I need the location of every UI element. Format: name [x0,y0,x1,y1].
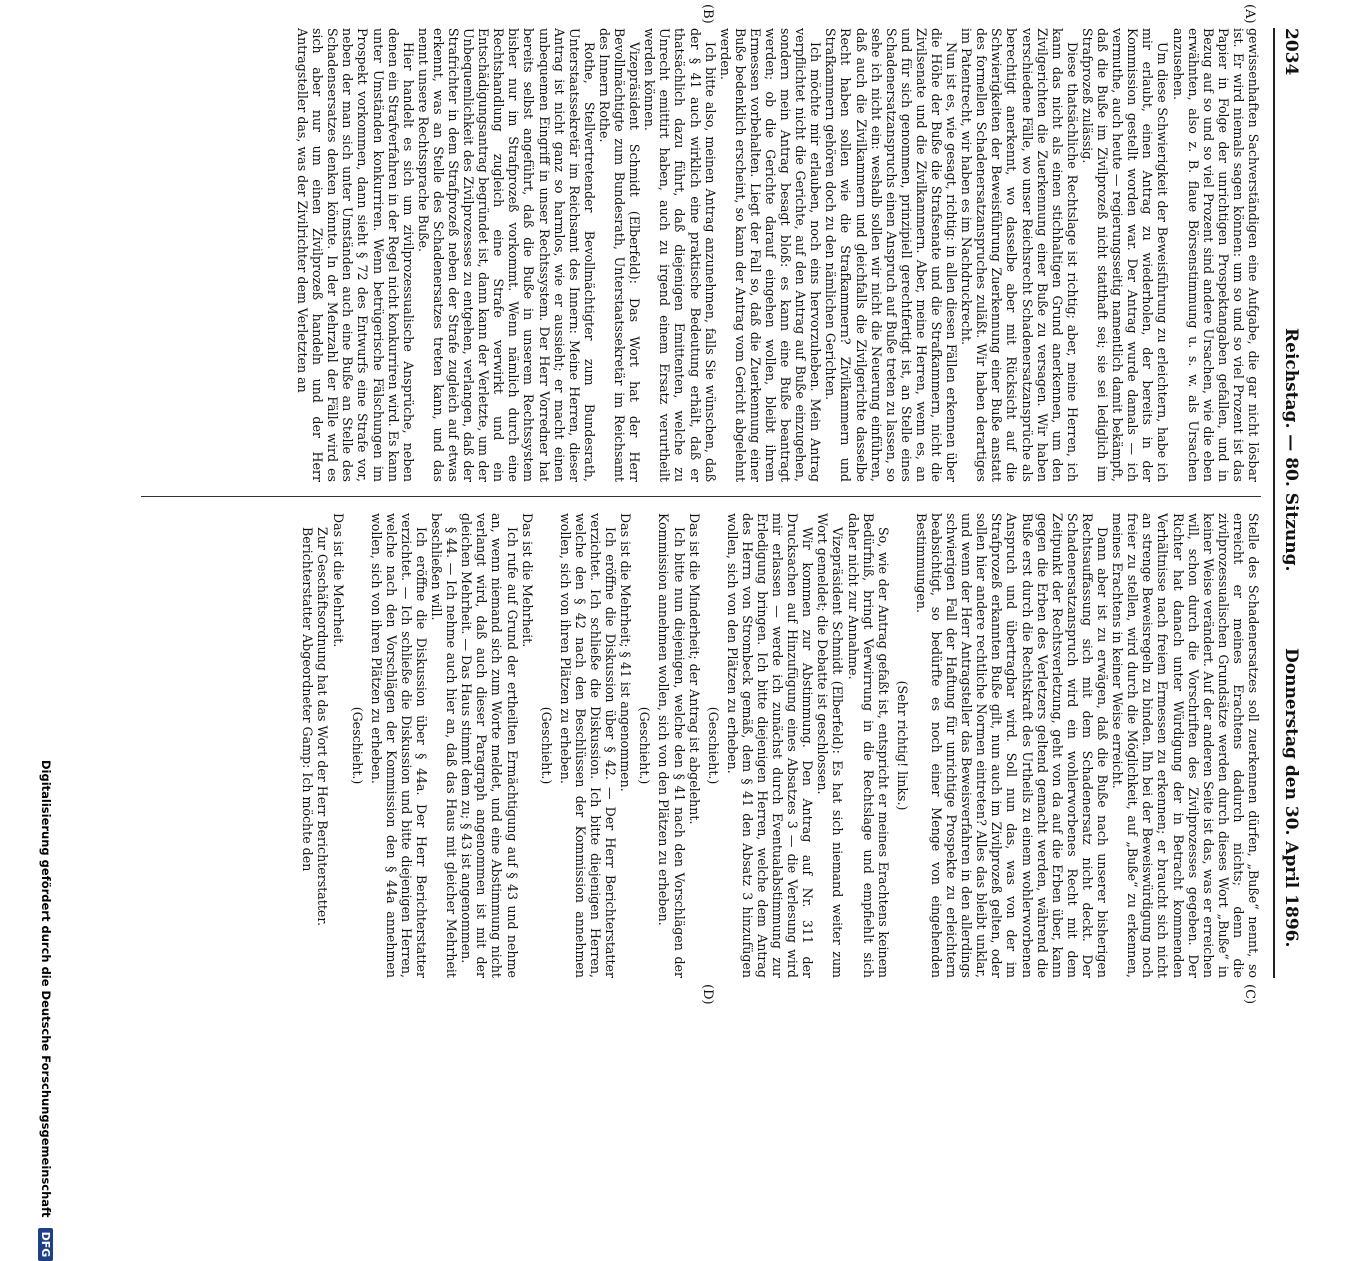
paragraph: Vizepräsident Schmidt (Elberfeld): Das Wort hat der Herr Bevollmächtigte zum Bundesrath, Unterstaatssekretär im Reichsamt des Innern Rothe. [596,28,643,482]
paragraph: Vizepräsident Schmidt (Elberfeld): Es hat sich niemand weiter zum Wort gemeldet; die Debatte ist geschlossen. [815,513,846,978]
credit-text: Digitalisierung gefördert durch die Deutsche Forschungsgemeinschaft [39,760,53,1218]
session-title: Reichstag. — 80. Sitzung. [1281,328,1301,572]
paragraph: Das ist die Mehrheit. [330,513,346,648]
page-header [1273,28,1305,978]
paragraph: Das ist die Mehrheit. [519,513,535,648]
paragraph: Das ist die Mehrheit; § 41 ist angenommen. [618,513,634,792]
digitization-credit [38,760,53,1261]
paragraph: Nun ist es, wie gesagt, richtig: in allen diesen Fällen erkennen über die Höhe der Buße die Strafsenate und die Strafkammern, nicht die Zivilsenate und die Zivilkammern. Aber, meine Herren, wenn es, an und für sich genommen, prinzipiell gerechtfertigt ist, an Stelle eines Schadenersatzanspruchs einen Anspruch auf Buße treten zu lassen, so sehe ich nicht ein: weshalb sollen wir nicht die Neuerung einführen, daß auch die Zivilkammern und gleichfalls die Zivilgerichte dasselbe Recht haben sollen wie die Strafkammern? Zivilkammern und Strafkammern gehören doch zu den nämlichen Gerichten. [823,28,960,482]
paragraph: Ich eröffne die Diskussion über § 44a. Der Herr Berichterstatter verzichtet. — Ich schließe die Diskussion und bitte diejenigen Herren, welche nach den Vorschlägen der Kommission den § 44a annehmen wollen, sich von ihren Plätzen zu erheben. [368,513,430,978]
paragraph: Zur Geschäftsordnung hat das Wort der Herr Berichterstatter. [315,527,331,926]
paragraph: gewissenhaften Sachverständigen eine Aufgabe, die gar nicht lösbar ist. Er wird niemals sagen können: um so und so viel Prozent ist das Papier in Folge der unrichtigen Prospektangaben gefallen, und in Bezug auf so und so viel Prozent sind andere Ursachen, wie die eben erwähnten, also z. B. flaue Börsenstimmung u. s. w. als Ursachen anzusehen. [1170,28,1261,482]
paragraph: Ich bitte nun diejenigen, welche den § 41 nach den Vorschlägen der Kommission annehmen wollen, sich von den Plätzen zu erheben. [656,513,687,978]
interjection: (Geschieht.) [705,706,721,785]
paragraph: Berichterstatter Abgeordneter Gamp: Ich möchte den [300,527,316,872]
page-number: 2034 [1281,28,1301,76]
paragraph: Diese thatsächliche Rechtslage ist richtig; aber, meine Herren, ich kann das nicht als einen stichhaltigen Grund anerkennen, um den Zivilgerichten die Zuerkennung einer Buße zu versagen. Wir haben verschiedene Fälle, wo unser Reichsrecht Schadenersatzansprüche als berechtigt anerkennt, wo dasselbe aber mit Rücksicht auf die Schwierigkeiten der Beweisführung Zuerkennung einer Buße anstatt des formellen Schadenersatzanspruches zuläßt. Wir haben derartiges im Patentrecht, wir haben es im Nachdruckrecht. [959,28,1080,482]
paragraph: Rothe, Stellvertretender Bevollmächtigter zum Bundesrath, Unterstaatssekretär im Reichsamt des Innern: Meine Herren, dieser Antrag ist nicht ganz so harmlos, wie er aussieht; er macht einen unbequemen Eingriff in unser Rechtssystem. Der Herr Vorredner hat bereits selbst angeführt, daß die Buße in unserem Rechtssystem bisher nur im Strafprozeß vorkommt. Wenn nämlich durch eine Rechtshandlung zugleich eine Strafe verwirkt und ein Entschädigungsantrag begründet ist, dann kann der Verletzte, um der Unbequemlichkeit des Zivilprozesses zu entgehen, verlangen, daß der Strafrichter in dem Strafprozeß neben der Strafe zugleich auf etwas erkennt, was an Stelle des Schadenersatzes treten kann, und das nennt unsere Rechtssprache Buße. [415,28,597,482]
paragraph: Ich eröffne die Diskussion über § 42. — Der Herr Berichterstatter verzichtet. Ich schließe die Diskussion. Ich bitte diejenigen Herren, welche den § 42 nach den Beschlüssen der Kommission annehmen wollen, sich von ihren Plätzen zu erheben. [557,513,619,978]
paragraph: Ich bitte also, meinen Antrag anzunehmen, falls Sie wünschen, daß der § 41 auch wirklich eine praktische Bedeutung erhält, daß er thatsächlich dazu führt, daß diejenigen Emittenten, welche zu Unrecht emittirt haben, auch zu irgend einem Ersatz verurtheilt werden können. [642,28,718,482]
right-text-column [141,513,1261,978]
margin-mark-c: (C) [1242,984,1257,1005]
paragraph: Wir kommen zur Abstimmung. Den Antrag auf Nr. 311 der Drucksachen auf Hinzufügung eines Absatzes 3 — die Verlesung wird mir erlassen — werde ich zunächst durch Eventualabstimmung zur Erledigung bringen. Ich bitte diejenigen Herren, welche dem Antrag des Herrn von Strombeck gemäß, dem § 41 den Absatz 3 hinzufügen wollen, sich von den Plätzen zu erheben. [724,513,816,978]
margin-mark-a: (A) [1242,4,1257,24]
interjection: (Geschieht.) [538,706,554,785]
paragraph: Hier handelt es sich um zivilprozessualische Ansprüche, neben denen ein Strafverfahren in der Regel nicht konkurriren wird. Es kann unter Umständen konkurriren. Wenn betrügerische Fälschungen im Prospekt vorkommen, dann sieht § 72 des Entwurfs eine Strafe vor, neben der man sich unter Umständen auch eine Buße an Stelle des Schadensersatzes denken könnte. In der Mehrzahl der Fälle wird es sich aber nur um einen Zivilprozeß handeln und der Herr Antragsteller das, was der Zivilrichter dem Verletzten an [295,28,416,482]
paragraph: Ich möchte mir erlauben, noch eins hervorzuheben. Mein Antrag verpflichtet nicht die Gerichte, auf den Antrag auf Buße einzugehen, sondern mein Antrag besagt bloß: es kann eine Buße beantragt werden; ob die Gerichte darauf eingehen wollen, bleibt ihrem Ermessen vorbehalten. Liegt der Fall so, daß die Zuerkennung einer Buße bedenklich erscheint, so kann der Antrag vom Gericht abgelehnt werden. [717,28,824,482]
dfg-logo: DFG [38,1228,53,1261]
paragraph: § 44. — Ich nehme auch hier an, daß das Haus mit gleicher Mehrheit beschließen will. [429,513,460,978]
interjection: (Geschieht.) [637,706,653,785]
margin-mark-d: (D) [700,984,715,1005]
column-divider [141,496,1261,497]
paragraph: Ich rufe auf Grund der ertheilten Ermächtigung auf § 43 und nehme an, wenn niemand sich zum Worte meldet, und eine Abstimmung nicht verlangt wird, daß auch dieser Paragraph angenommen ist mit der gleichen Mehrheit. — Das Haus stimmt dem zu; § 43 ist angenommen. [459,513,520,978]
left-text-column [141,28,1261,482]
paragraph: So, wie der Antrag gefaßt ist, entspricht er meines Erachtens keinem Bedürfniß, bringt Verwirrung in die Rechtslage und empfiehlt sich daher nicht zur Annahme. [845,513,891,978]
paragraph: Um diese Schwierigkeit der Beweisführung zu erleichtern, habe ich mir erlaubt, einen Antrag zu wiederholen, der bereits in der Kommission gestellt worden war. Der Antrag wurde damals — ich vermuthe, auch heute — regierungsseitig namentlich damit bekämpft, daß die Buße im Zivilprozeß nicht statthaft sei; sie sei lediglich im Strafprozeß zulässig. [1079,28,1171,482]
interjection: (Geschieht.) [349,706,365,785]
paragraph: Dann aber ist zu erwägen, daß die Buße nach unserer bisherigen Rechtsauffassung sich mit dem Schadenersatz nicht deckt. Der Schadenersatzanspruch wird ein wohlerworbenes Recht mit dem Zeitpunkt der Rechtsverletzung, geht von da auf die Erben über, kann gegen die Erben des Verletzers geltend gemacht werden, während die Buße erst durch die Rechtskraft des Urtheils zu einem wohlerworbenen Anspruch und übertragbar wird. Soll nun das, was von der im Strafprozeß erkannten Buße gilt, nun auch im Zivilprozeß gelten, oder sollen hier andere rechtliche Normen eintreten? Alles das bleibt unklar, und wenn der Herr Antragsteller das Beweisverfahren in den allerdings schwierigen Fall der Haftung für unrichtige Prospekte zu erleichtern beabsichtigt, so bedürfte es noch einer Menge von eingehenden Bestimmungen. [913,513,1111,978]
interjection: (Sehr richtig! links.) [894,680,910,811]
margin-mark-b: (B) [700,4,715,24]
paragraph: Das ist die Minderheit; der Antrag ist abgelehnt. [686,513,702,825]
session-date: Donnerstag den 30. April 1896. [1281,648,1301,948]
paragraph: Stelle des Schadenersatzes soll zuerkennen dürfen, „Buße“ nennt, so erreicht er meines Erachtens dadurch nichts; denn die zivilprozessualischen Grundsätze werden durch dieses Wort „Buße“ in keiner Weise verändert. Auf der anderen Seite ist das, was er erreichen will, schon durch die Vorschriften des Zivilprozesses gegeben. Der Richter hat danach unter Würdigung der in Betracht kommenden Verhältnisse nach freiem Ermessen zu erkennen; er braucht sich nicht an strenge Beweisregeln zu binden. Ihn bei der Beweiswürdigung noch freier zu stellen, wird durch die Möglichkeit, auf „Buße“ zu erkennen, meines Erachtens in keiner Weise erreicht. [1110,513,1261,978]
